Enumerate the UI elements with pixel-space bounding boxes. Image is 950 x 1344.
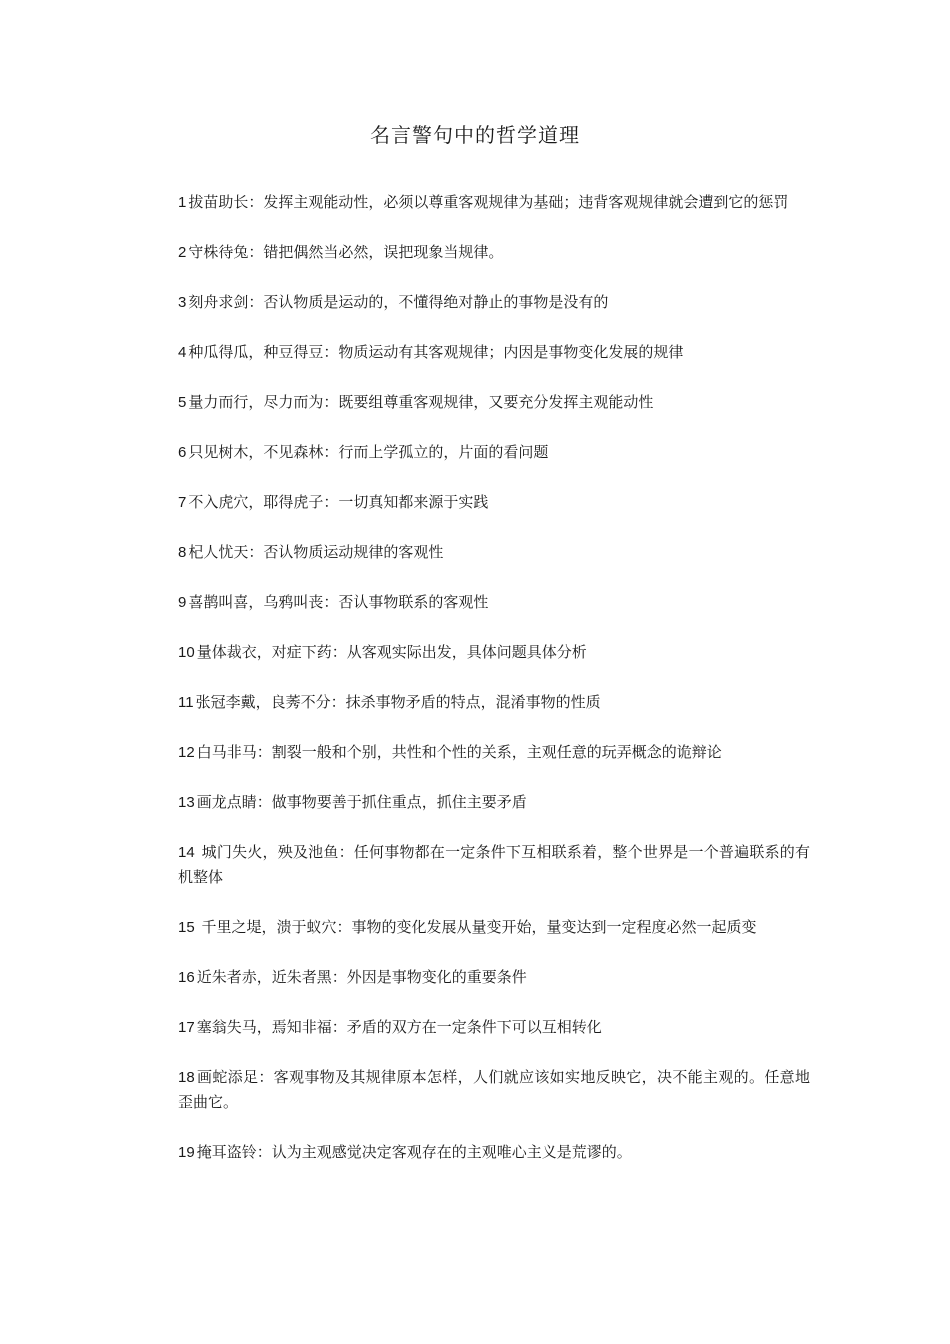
entry-text: 掩耳盗铃：认为主观感觉决定客观存在的主观唯心主义是荒谬的。 <box>196 1143 632 1161</box>
list-item <box>178 790 810 815</box>
entry-text: 塞翁失马，焉知非福：矛盾的双方在一定条件下可以互相转化 <box>196 1018 602 1036</box>
entry-text: 白马非马：割裂一般和个别，共性和个性的关系，主观任意的玩弄概念的诡辩论 <box>196 743 722 761</box>
list-item <box>178 840 810 890</box>
list-item <box>178 915 810 940</box>
entry-number: 6 <box>178 444 187 461</box>
entry-text: 刻舟求剑：否认物质是运动的，不懂得绝对静止的事物是没有的 <box>188 293 609 311</box>
entry-text: 画龙点睛：做事物要善于抓住重点，抓住主要矛盾 <box>196 793 527 811</box>
entry-number: 10 <box>178 644 195 661</box>
entry-text: 千里之堤，溃于蚁穴：事物的变化发展从量变开始，量变达到一定程度必然一起质变 <box>196 918 757 936</box>
entry-number: 9 <box>178 594 187 611</box>
list-item <box>178 390 810 415</box>
entry-text: 喜鹊叫喜，乌鸦叫丧：否认事物联系的客观性 <box>188 593 489 611</box>
entry-text: 只见树木，不见森林：行而上学孤立的，片面的看问题 <box>188 443 549 461</box>
list-item <box>178 340 810 365</box>
list-item <box>178 440 810 465</box>
entry-number: 15 <box>178 919 195 936</box>
list-item <box>178 1015 810 1040</box>
entry-number: 19 <box>178 1144 195 1161</box>
entry-number: 3 <box>178 294 187 311</box>
entry-number: 7 <box>178 494 187 511</box>
entry-number: 5 <box>178 394 187 411</box>
entry-list <box>178 190 810 1190</box>
entry-text: 城门失火，殃及池鱼：任何事物都在一定条件下互相联系着，整个世界是一个普遍联系的有机整体 <box>178 843 810 886</box>
list-item <box>178 190 810 215</box>
entry-text: 张冠李戴，良莠不分：抹杀事物矛盾的特点，混淆事物的性质 <box>195 693 601 711</box>
entry-text: 量体裁衣，对症下药：从客观实际出发，具体问题具体分析 <box>196 643 587 661</box>
page-title: 名言警句中的哲学道理 <box>370 123 580 147</box>
entry-number: 8 <box>178 544 187 561</box>
entry-number: 12 <box>178 744 195 761</box>
list-item <box>178 590 810 615</box>
list-item <box>178 740 810 765</box>
list-item <box>178 240 810 265</box>
entry-number: 4 <box>178 344 187 361</box>
list-item <box>178 690 810 715</box>
entry-text: 不入虎穴，耶得虎子：一切真知都来源于实践 <box>188 493 489 511</box>
entry-text: 拔苗助长：发挥主观能动性，必须以尊重客观规律为基础；违背客观规律就会遭到它的惩罚 <box>188 193 789 211</box>
list-item <box>178 640 810 665</box>
entry-number: 18 <box>178 1069 195 1086</box>
entry-number: 11 <box>178 694 194 711</box>
entry-text: 种瓜得瓜，种豆得豆：物质运动有其客观规律；内因是事物变化发展的规律 <box>188 343 684 361</box>
entry-text: 近朱者赤，近朱者黑：外因是事物变化的重要条件 <box>196 968 527 986</box>
entry-text: 量力而行，尽力而为：既要组尊重客观规律，又要充分发挥主观能动性 <box>188 393 654 411</box>
list-item <box>178 1140 810 1165</box>
list-item <box>178 490 810 515</box>
entry-number: 1 <box>178 194 187 211</box>
list-item <box>178 290 810 315</box>
entry-number: 2 <box>178 244 187 261</box>
entry-text: 画蛇添足：客观事物及其规律原本怎样，人们就应该如实地反映它，决不能主观的。任意地歪曲它。 <box>178 1068 810 1111</box>
entry-text: 守株待兔：错把偶然当必然，误把现象当规律。 <box>188 243 504 261</box>
entry-number: 13 <box>178 794 195 811</box>
list-item <box>178 540 810 565</box>
entry-text: 杞人忧天：否认物质运动规律的客观性 <box>188 543 444 561</box>
entry-number: 17 <box>178 1019 195 1036</box>
entry-number: 16 <box>178 969 195 986</box>
list-item <box>178 1065 810 1115</box>
entry-number: 14 <box>178 844 195 861</box>
list-item <box>178 965 810 990</box>
